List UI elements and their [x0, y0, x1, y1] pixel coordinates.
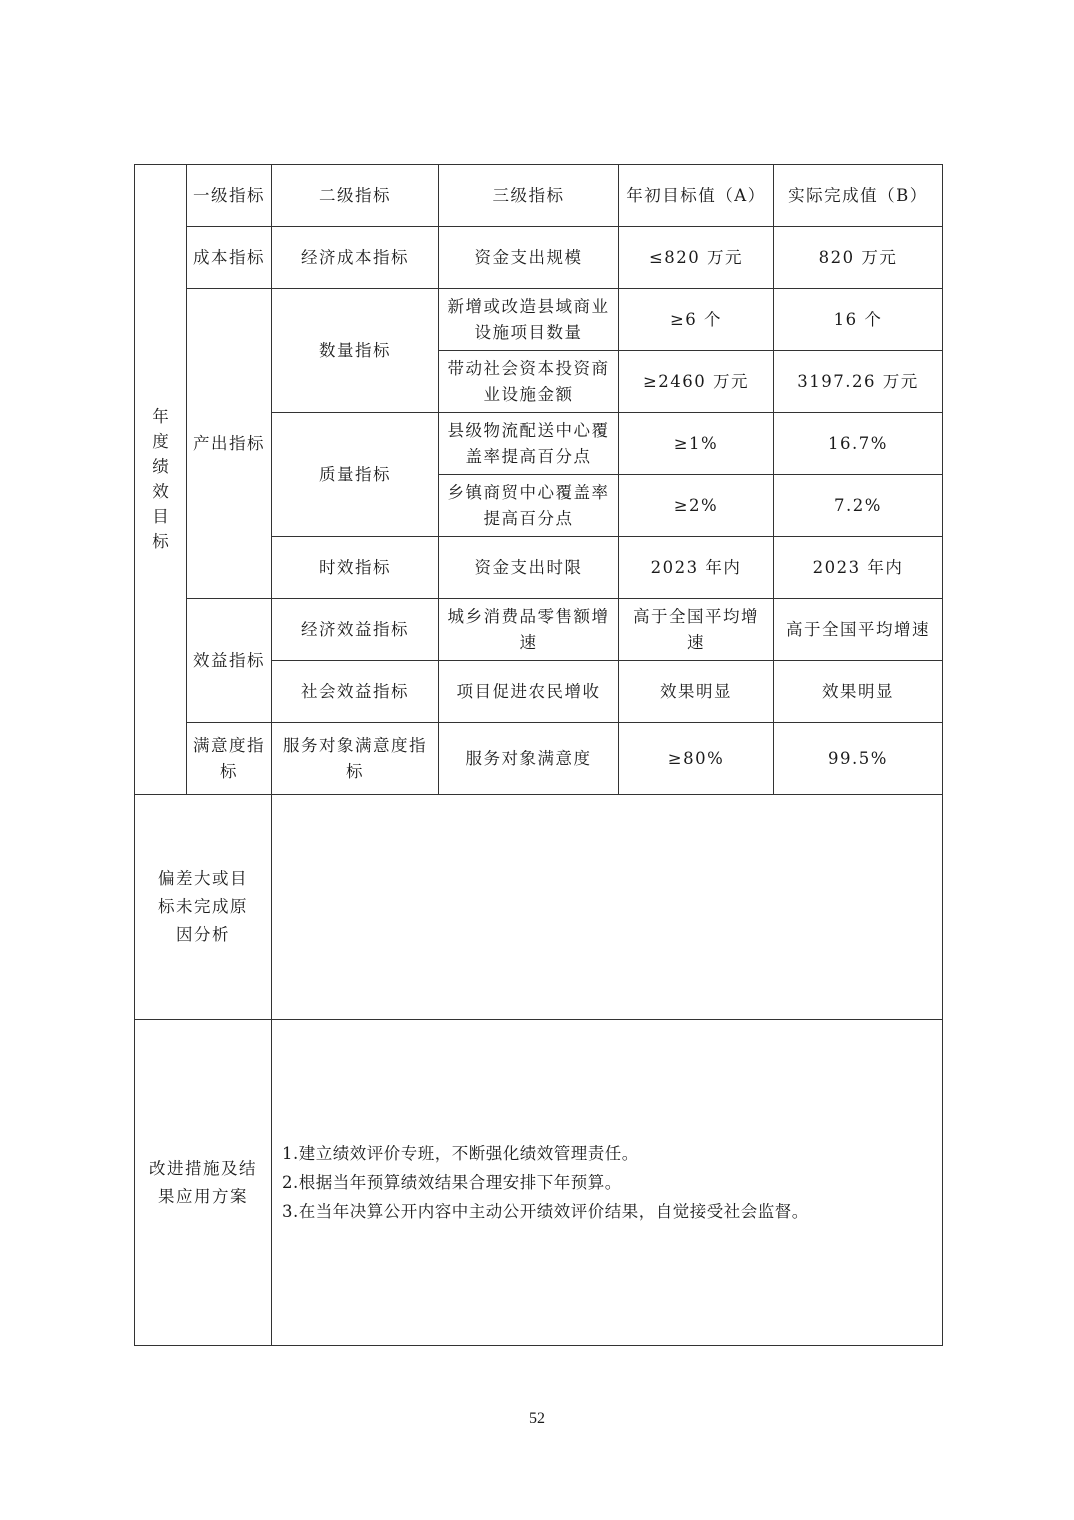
economic-target: 高于全国平均增速	[619, 599, 774, 661]
improvement-measures	[272, 1020, 943, 1346]
satisfaction-target: ≥80%	[619, 723, 774, 795]
social-target: 效果明显	[619, 661, 774, 723]
cost-level2: 经济成本指标	[272, 227, 439, 289]
social-level3: 项目促进农民增收	[439, 661, 619, 723]
row-group-label-cell	[135, 165, 187, 795]
header-target: 年初目标值（A）	[619, 165, 774, 227]
quantity-row2-actual: 3197.26 万元	[774, 351, 943, 413]
economic-level2: 经济效益指标	[272, 599, 439, 661]
timeliness-actual: 2023 年内	[774, 537, 943, 599]
quantity-row2-level3: 带动社会资本投资商业设施金额	[439, 351, 619, 413]
deviation-content	[272, 795, 943, 1020]
header-actual: 实际完成值（B）	[774, 165, 943, 227]
header-level2: 二级指标	[272, 165, 439, 227]
economic-level3: 城乡消费品零售额增速	[439, 599, 619, 661]
quality-row2-actual: 7.2%	[774, 475, 943, 537]
satisfaction-actual: 99.5%	[774, 723, 943, 795]
header-level3: 三级指标	[439, 165, 619, 227]
quality-row1-target: ≥1%	[619, 413, 774, 475]
quantity-level2: 数量指标	[272, 289, 439, 413]
timeliness-level2: 时效指标	[272, 537, 439, 599]
quality-row2-level3: 乡镇商贸中心覆盖率提高百分点	[439, 475, 619, 537]
improvement-label-text: 改进措施及结果应用方案	[149, 1158, 257, 1206]
table-row	[135, 289, 943, 351]
satisfaction-level3: 服务对象满意度	[439, 723, 619, 795]
economic-actual: 高于全国平均增速	[774, 599, 943, 661]
quality-row2-target: ≥2%	[619, 475, 774, 537]
deviation-label-text: 偏差大或目标未完成原因分析	[158, 869, 248, 944]
satisfaction-level2: 服务对象满意度指标	[272, 723, 439, 795]
cost-actual: 820 万元	[774, 227, 943, 289]
table-row	[135, 723, 943, 795]
cost-target: ≤820 万元	[619, 227, 774, 289]
page-number: 52	[529, 1410, 545, 1427]
quality-level2: 质量指标	[272, 413, 439, 537]
measure-item-3: 3.在当年决算公开内容中主动公开绩效评价结果，自觉接受社会监督。	[282, 1202, 809, 1221]
quantity-row1-target: ≥6 个	[619, 289, 774, 351]
header-level1: 一级指标	[187, 165, 272, 227]
quality-row1-actual: 16.7%	[774, 413, 943, 475]
header-row	[135, 165, 943, 227]
deviation-label	[135, 795, 272, 1020]
improvement-label	[135, 1020, 272, 1346]
cost-level1: 成本指标	[187, 227, 272, 289]
measure-item-2: 2.根据当年预算绩效结果合理安排下年预算。	[282, 1173, 622, 1192]
social-level2: 社会效益指标	[272, 661, 439, 723]
cost-level3: 资金支出规模	[439, 227, 619, 289]
quantity-row1-actual: 16 个	[774, 289, 943, 351]
quantity-row1-level3: 新增或改造县域商业设施项目数量	[439, 289, 619, 351]
table-row	[135, 227, 943, 289]
deviation-row	[135, 795, 943, 1020]
output-level1: 产出指标	[187, 289, 272, 599]
row-group-label: 年度绩效目标	[152, 407, 169, 551]
quality-row1-level3: 县级物流配送中心覆盖率提高百分点	[439, 413, 619, 475]
measure-item-1: 1.建立绩效评价专班，不断强化绩效管理责任。	[282, 1144, 639, 1163]
timeliness-target: 2023 年内	[619, 537, 774, 599]
benefit-level1: 效益指标	[187, 599, 272, 723]
improvement-row	[135, 1020, 943, 1346]
table-row	[135, 599, 943, 661]
timeliness-level3: 资金支出时限	[439, 537, 619, 599]
performance-goals-table	[134, 164, 943, 1346]
social-actual: 效果明显	[774, 661, 943, 723]
satisfaction-level1: 满意度指 标	[187, 723, 272, 795]
quantity-row2-target: ≥2460 万元	[619, 351, 774, 413]
